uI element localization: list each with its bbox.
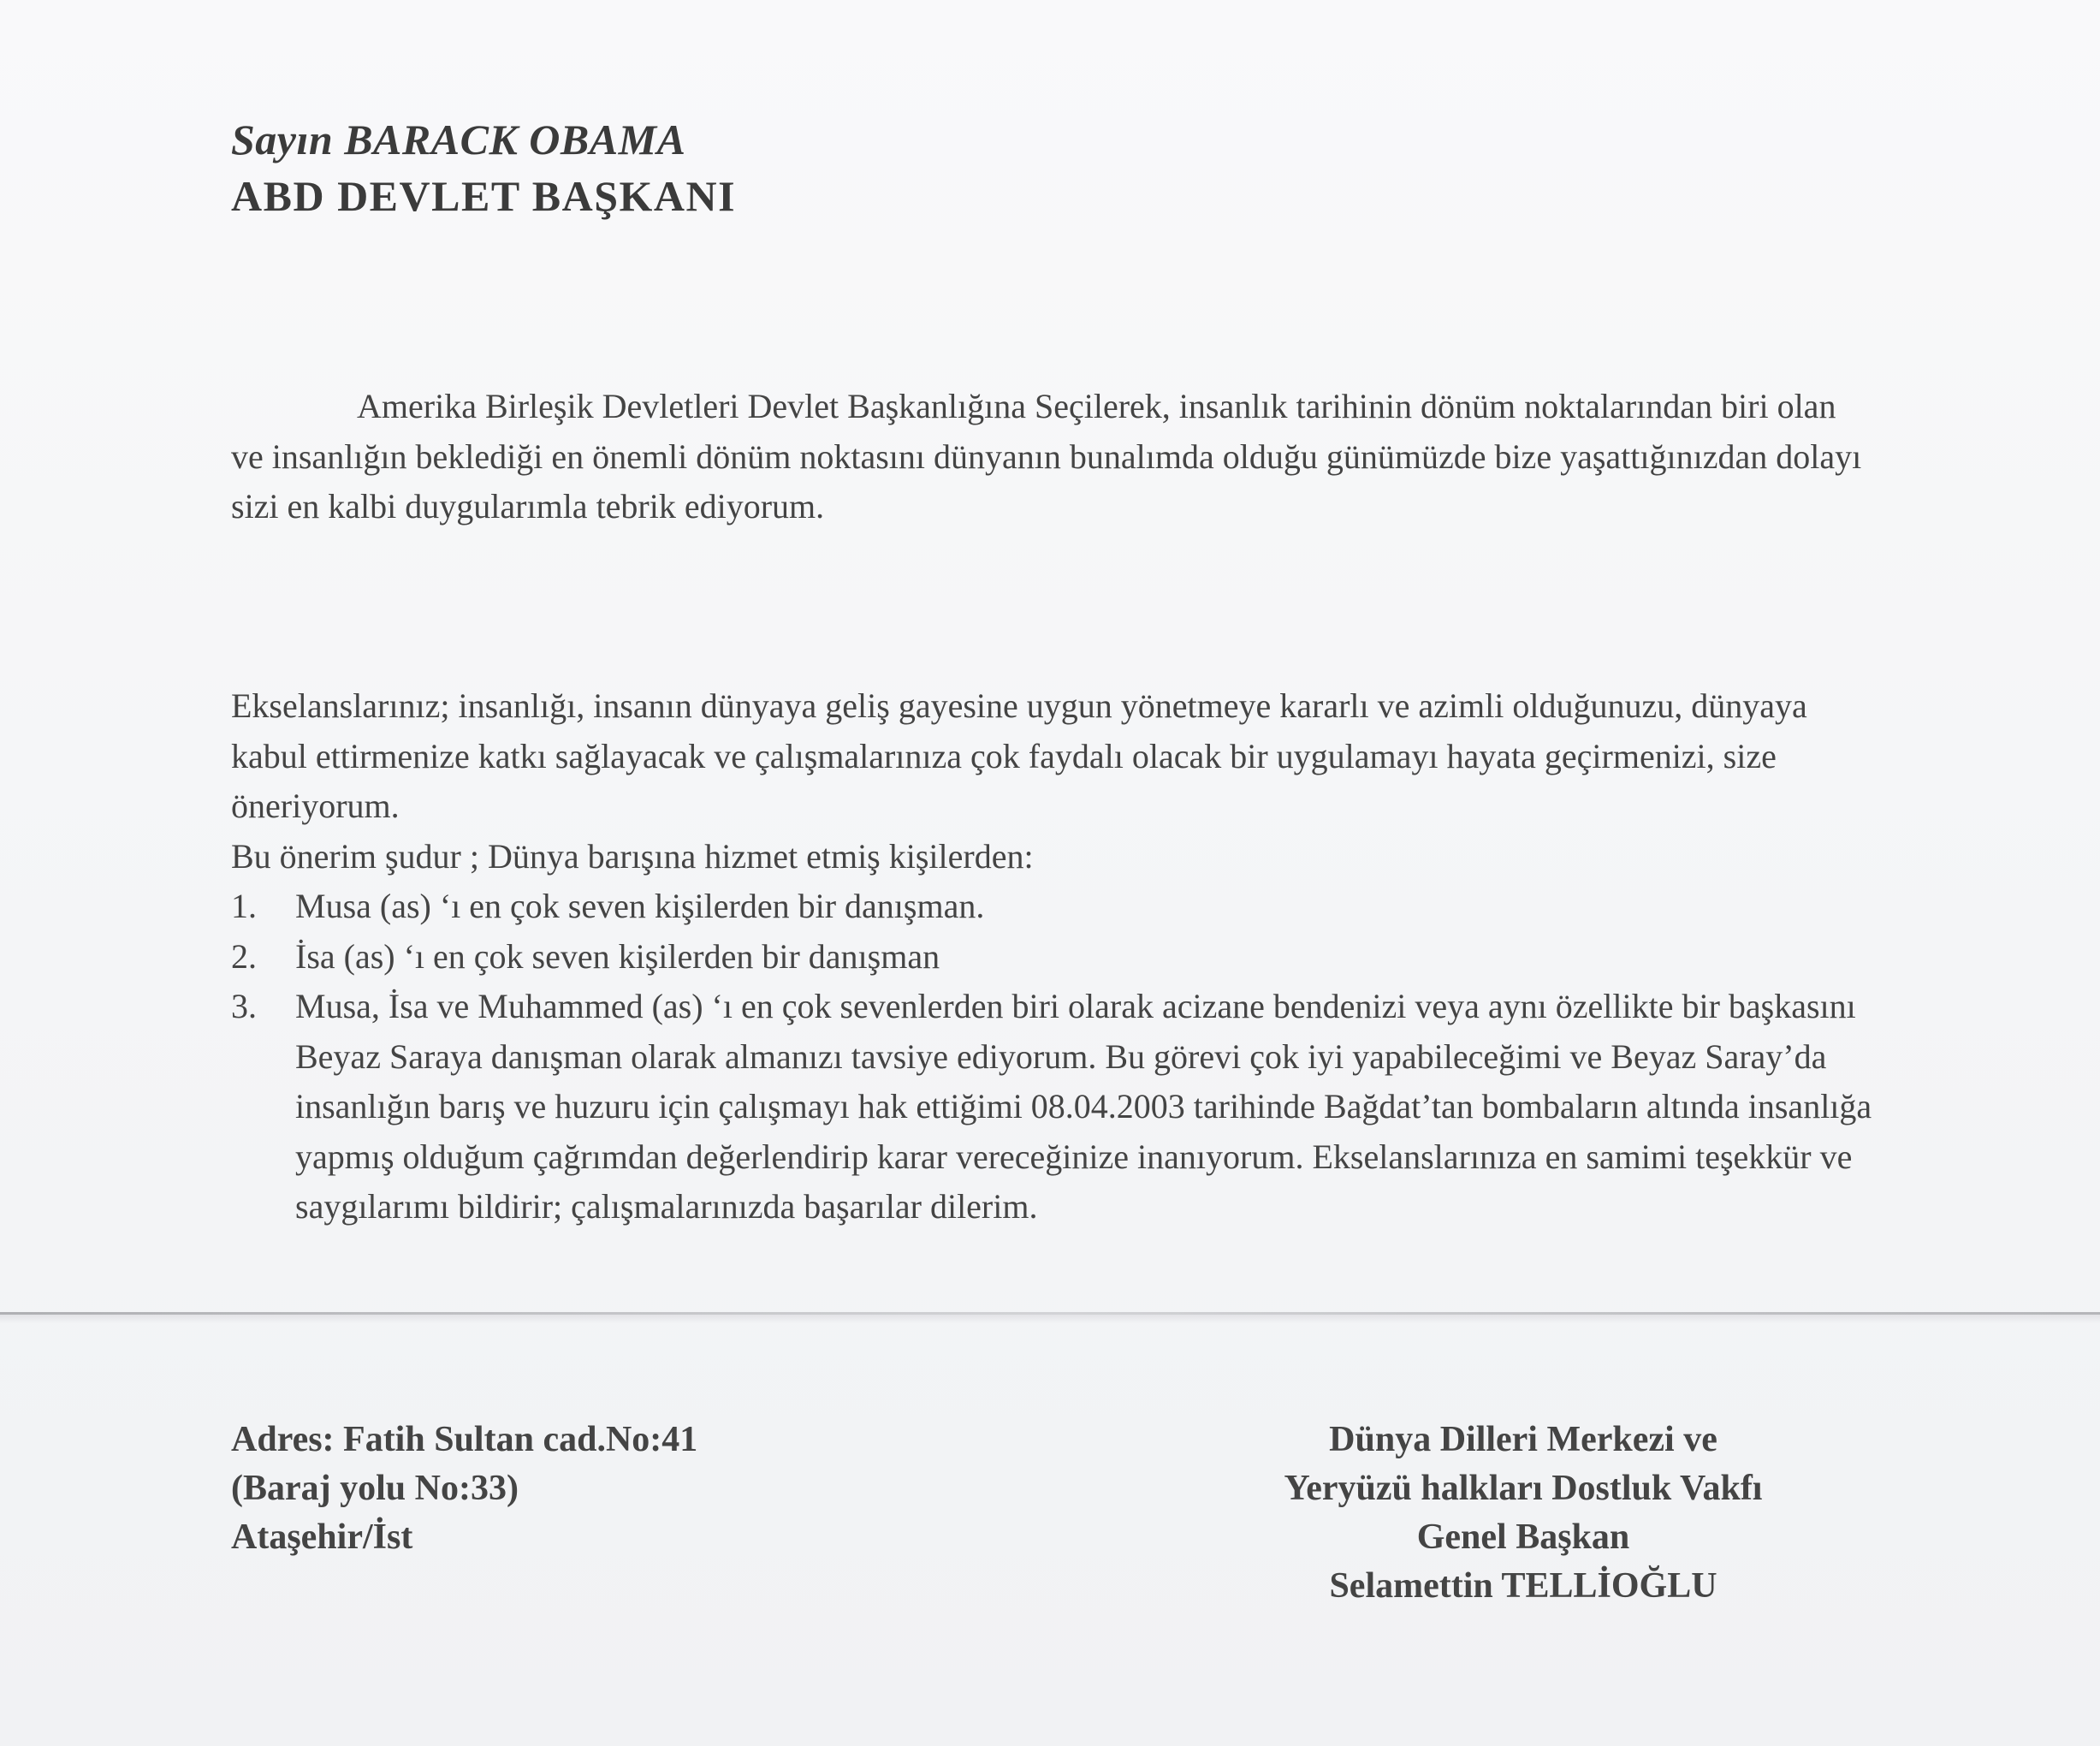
list-item-number: 1.: [231, 887, 257, 925]
address-line: (Baraj yolu No:33): [231, 1469, 519, 1508]
recipient-title: ABD DEVLET BAŞKANI: [231, 172, 737, 220]
paper-fold-shadow: [0, 1315, 2100, 1323]
list-item: [231, 932, 1874, 983]
list-item-text: Musa (as) ‘ı en çok seven kişilerden bir danışman.: [295, 887, 985, 925]
salutation: Sayın BARACK OBAMA: [231, 116, 686, 163]
paragraph-congratulation: [231, 382, 1874, 532]
list-item-number: 2.: [231, 936, 257, 976]
address-line: Adres: Fatih Sultan cad.No:41: [231, 1420, 698, 1459]
sender-address: [231, 1416, 697, 1562]
list-item: [231, 982, 1874, 1232]
signature-block: [1189, 1416, 1857, 1611]
letter-header: [231, 111, 736, 224]
paragraph-congratulation-text: Amerika Birleşik Devletleri Devlet Başkanlığına Seçilerek, insanlık tarihinin dönüm noktalarından biri olan ve insanlığın beklediği en önemli dönüm noktasını dünyanın bunalımda olduğu günümüzde bize yaşattığınızdan dolayı sizi en kalbi duygularımla tebrik ediyorum.: [231, 387, 1862, 526]
organization-line: Yeryüzü halkları Dostluk Vakfı: [1284, 1469, 1763, 1508]
proposal-list: [231, 882, 1874, 1232]
list-item-number: 3.: [231, 987, 257, 1025]
paragraph-proposal-text: Ekselanslarınız; insanlığı, insanın dünyaya geliş gayesine uygun yönetmeye kararlı ve azimli olduğunuzu, dünyaya kabul ettirmenize katkı sağlayacak ve çalışmalarınıza çok faydalı olacak bir uygulamayı hayata geçirmenizi, size öneriyorum.: [231, 686, 1807, 825]
list-item: [231, 882, 1874, 932]
list-item-text: İsa (as) ‘ı en çok seven kişilerden bir danışman: [295, 936, 940, 976]
list-item-text: Musa, İsa ve Muhammed (as) ‘ı en çok sevenlerden biri olarak acizane bendenizi veya aynı özellikte bir başkasını Beyaz Saraya danışman olarak almanızı tavsiye ediyorum. Bu görevi çok iyi yapabileceğimi ve Beyaz Saray’da insanlığın barış ve huzuru için çalışmayı hak ettiğimi 08.04.2003 tarihinde Bağdat’tan bombaların altında insanlığa yapmış olduğum çağrımdan değerlendirip karar vereceğinize inanıyorum. Ekselanslarınıza en samimi teşekkür ve saygılarımı bildirir; çalışmalarınızda başarılar dilerim.: [295, 987, 1872, 1226]
address-line: Ataşehir/İst: [231, 1517, 413, 1557]
signer-position: Genel Başkan: [1416, 1517, 1630, 1557]
organization-line: Dünya Dilleri Merkezi ve: [1329, 1420, 1717, 1459]
proposal-intro: Bu önerim şudur ; Dünya barışına hizmet etmiş kişilerden:: [231, 836, 1034, 876]
paragraph-proposal: [231, 681, 1874, 1232]
signer-name: Selamettin TELLİOĞLU: [1329, 1566, 1717, 1606]
